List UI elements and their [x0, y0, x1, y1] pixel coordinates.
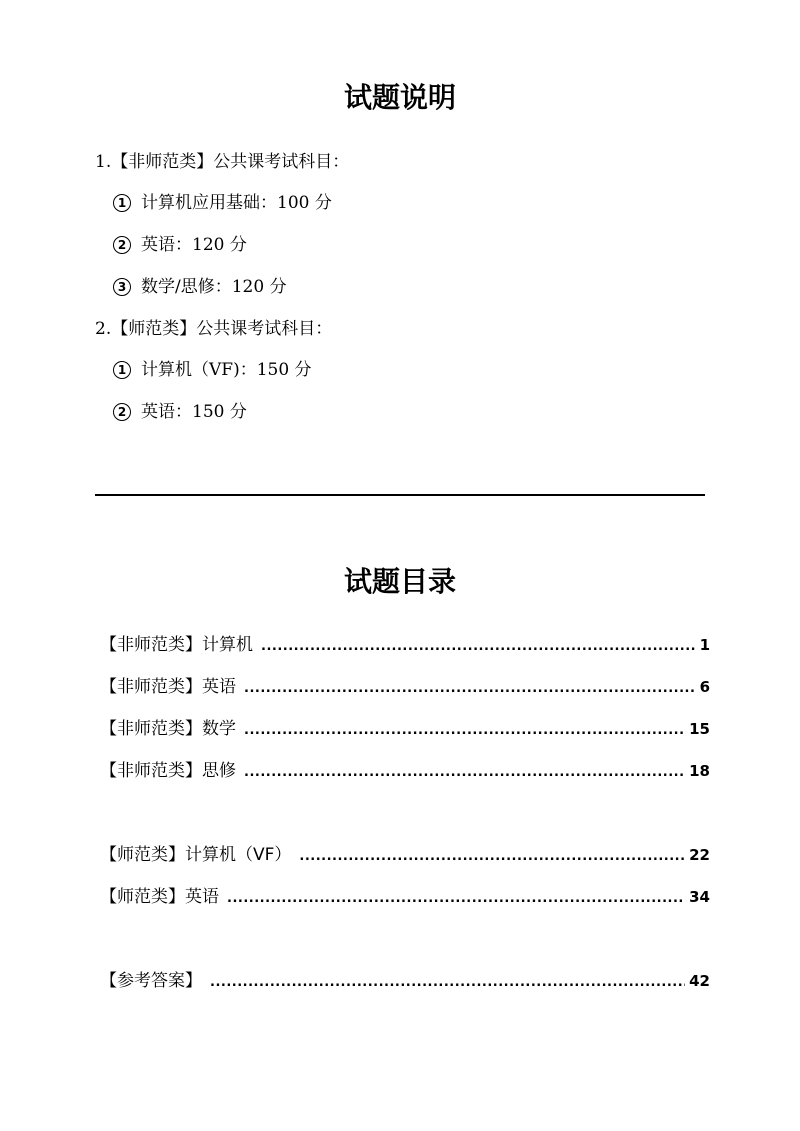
toc-entry-label: 【师范类】计算机（VF） [100, 845, 292, 865]
list-item [113, 233, 247, 257]
toc-entry[interactable] [100, 969, 710, 995]
list-item [113, 400, 247, 424]
subject-text: 计算机应用基础：100 分 [141, 193, 332, 213]
toc-leader-dots [210, 971, 685, 995]
toc-entry-label: 【非师范类】思修 [100, 761, 236, 781]
circled-number-icon: 2 [113, 403, 131, 421]
list-item [113, 358, 312, 382]
circled-number-icon: 2 [113, 236, 131, 254]
toc-entry[interactable] [100, 675, 710, 701]
toc-page-number: 34 [689, 888, 710, 906]
toc-leader-dots [227, 887, 685, 911]
toc-entry-label: 【参考答案】 [100, 971, 202, 991]
toc-leader-dots [299, 845, 685, 869]
toc-page-number: 22 [689, 846, 710, 864]
toc-leader-dots [244, 719, 685, 743]
toc-entry-label: 【非师范类】计算机 [100, 635, 253, 655]
toc-leader-dots [261, 635, 696, 659]
toc-entry-label: 【非师范类】英语 [100, 677, 236, 697]
toc-entry[interactable] [100, 759, 710, 785]
section-heading-teacher: 2.【师范类】公共课考试科目： [95, 319, 333, 339]
toc-leader-dots [244, 677, 696, 701]
toc-page-number: 15 [689, 720, 710, 738]
section-heading-non-teacher: 1.【非师范类】公共课考试科目： [95, 152, 350, 172]
toc-entry-label: 【师范类】英语 [100, 887, 219, 907]
subject-text: 英语：150 分 [141, 402, 247, 422]
toc-entry[interactable] [100, 885, 710, 911]
circled-number-icon: 1 [113, 361, 131, 379]
list-item [113, 191, 332, 215]
subject-text: 计算机（VF)：150 分 [141, 360, 312, 380]
section-divider [95, 494, 705, 496]
toc-entry[interactable] [100, 843, 710, 869]
subject-text: 英语：120 分 [141, 235, 247, 255]
toc-page-number: 18 [689, 762, 710, 780]
toc-page-number: 1 [699, 636, 710, 654]
subject-text: 数学/思修：120 分 [141, 277, 287, 297]
circled-number-icon: 1 [113, 194, 131, 212]
toc-entry[interactable] [100, 717, 710, 743]
toc-entry-label: 【非师范类】数学 [100, 719, 236, 739]
toc-entry[interactable] [100, 633, 710, 659]
toc-page-number: 42 [689, 972, 710, 990]
toc-page-number: 6 [699, 678, 710, 696]
toc-leader-dots [244, 761, 685, 785]
instructions-title: 试题说明 [343, 81, 456, 114]
list-item [113, 275, 287, 299]
toc-title: 试题目录 [343, 565, 456, 598]
circled-number-icon: 3 [113, 278, 131, 296]
